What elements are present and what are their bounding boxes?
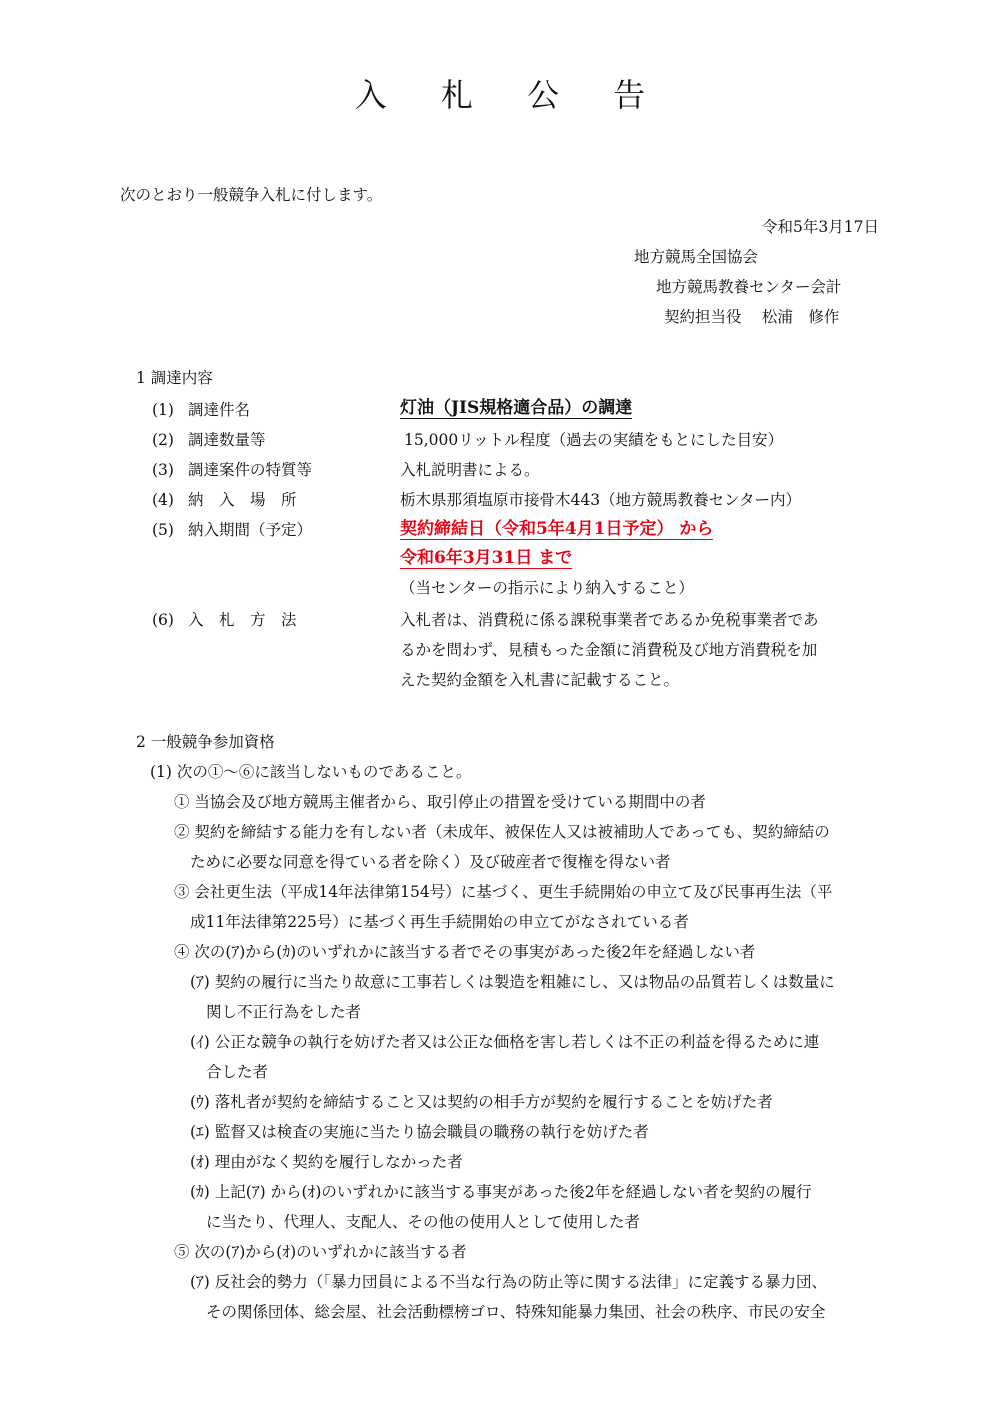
qualification-line: 成11年法律第225号）に基づく再生手続開始の申立てがなされている者 xyxy=(190,913,689,931)
qualification-line: (1) 次の①～⑥に該当しないものであること。 xyxy=(150,763,472,781)
item-label-name: 調達件名 xyxy=(188,401,251,419)
notice-date: 令和5年3月17日 xyxy=(762,218,879,236)
item-value-period-end: 令和6年3月31日 まで xyxy=(400,548,573,568)
item-value-location: 栃木県那須塩原市接骨木443（地方競馬教養センター内） xyxy=(400,491,801,509)
item-label-method: 入 札 方 法 xyxy=(188,611,297,629)
intro-text: 次のとおり一般競争入札に付します。 xyxy=(120,186,383,204)
qualification-line: (ｵ) 理由がなく契約を履行しなかった者 xyxy=(190,1153,463,1171)
qualification-line: (ｲ) 公正な競争の執行を妨げた者又は公正な価格を害し若しくは不正の利益を得るために連 xyxy=(190,1033,820,1051)
item-value-name: 灯油（JIS規格適合品）の調達 xyxy=(400,398,633,418)
item-value-period-note: （当センターの指示により納入すること） xyxy=(400,579,694,597)
page-title: 入 札 公 告 xyxy=(354,76,668,114)
item-number: (6) xyxy=(152,611,174,629)
item-value-quantity: 15,000リットル程度（過去の実績をもとにした目安） xyxy=(404,431,784,449)
qualification-line: (ｱ) 契約の履行に当たり故意に工事若しくは製造を粗雑にし、又は物品の品質若しくは数量に xyxy=(190,973,835,991)
qualification-line: 関し不正行為をした者 xyxy=(206,1003,362,1021)
item-label-characteristics: 調達案件の特質等 xyxy=(188,461,313,479)
section2-heading: 2 一般競争参加資格 xyxy=(136,733,275,751)
qualification-line: (ｶ) 上記(ｱ) から(ｵ)のいずれかに該当する事実があった後2年を経過しない者を契約の履行 xyxy=(190,1183,812,1201)
qualification-line: (ｱ) 反社会的勢力（「暴力団員による不当な行為の防止等に関する法律」に定義する暴力団、 xyxy=(190,1273,828,1291)
item-number: (3) xyxy=(152,461,174,479)
qualification-line: ① 当協会及び地方競馬主催者から、取引停止の措置を受けている期間中の者 xyxy=(174,793,706,811)
item-value-method-line: 入札者は、消費税に係る課税事業者であるか免税事業者であ xyxy=(400,611,819,629)
qualification-line: その関係団体、総会屋、社会活動標榜ゴロ、特殊知能暴力集団、社会の秩序、市民の安全 xyxy=(206,1303,826,1321)
item-value-characteristics: 入札説明書による。 xyxy=(400,461,540,479)
qualification-line: 合した者 xyxy=(206,1063,269,1081)
item-value-method-line: るかを問わず、見積もった金額に消費税及び地方消費税を加 xyxy=(400,641,818,659)
item-label-period: 納入期間（予定） xyxy=(188,521,313,539)
qualification-line: ④ 次の(ｱ)から(ｶ)のいずれかに該当する者でその事実があった後2年を経過しない者 xyxy=(174,943,756,961)
item-value-period-start: 契約締結日（令和5年4月1日予定） から xyxy=(400,519,714,539)
issuer-officer: 契約担当役 松浦 修作 xyxy=(664,308,840,326)
qualification-line: (ｴ) 監督又は検査の実施に当たり協会職員の職務の執行を妨げた者 xyxy=(190,1123,649,1141)
qualification-line: ③ 会社更生法（平成14年法律第154号）に基づく、更生手続開始の申立て及び民事再生法（平 xyxy=(174,883,833,901)
item-value-method-line: えた契約金額を入札書に記載すること。 xyxy=(400,671,680,689)
item-number: (2) xyxy=(152,431,174,449)
item-label-location: 納 入 場 所 xyxy=(188,491,297,509)
item-number: (4) xyxy=(152,491,174,509)
item-number: (5) xyxy=(152,521,174,539)
issuer-dept: 地方競馬教養センター会計 xyxy=(656,278,842,296)
section1-heading: 1 調達内容 xyxy=(136,369,213,387)
issuer-org: 地方競馬全国協会 xyxy=(634,248,759,266)
qualification-line: (ｳ) 落札者が契約を締結すること又は契約の相手方が契約を履行することを妨げた者 xyxy=(190,1093,773,1111)
qualification-line: ⑤ 次の(ｱ)から(ｵ)のいずれかに該当する者 xyxy=(174,1243,467,1261)
item-label-quantity: 調達数量等 xyxy=(188,431,266,449)
qualification-line: ② 契約を締結する能力を有しない者（未成年、被保佐人又は被補助人であっても、契約締結の xyxy=(174,823,830,841)
qualification-line: に当たり、代理人、支配人、その他の使用人として使用した者 xyxy=(206,1213,641,1231)
item-number: (1) xyxy=(152,401,174,419)
qualification-line: ために必要な同意を得ている者を除く）及び破産者で復権を得ない者 xyxy=(190,853,671,871)
